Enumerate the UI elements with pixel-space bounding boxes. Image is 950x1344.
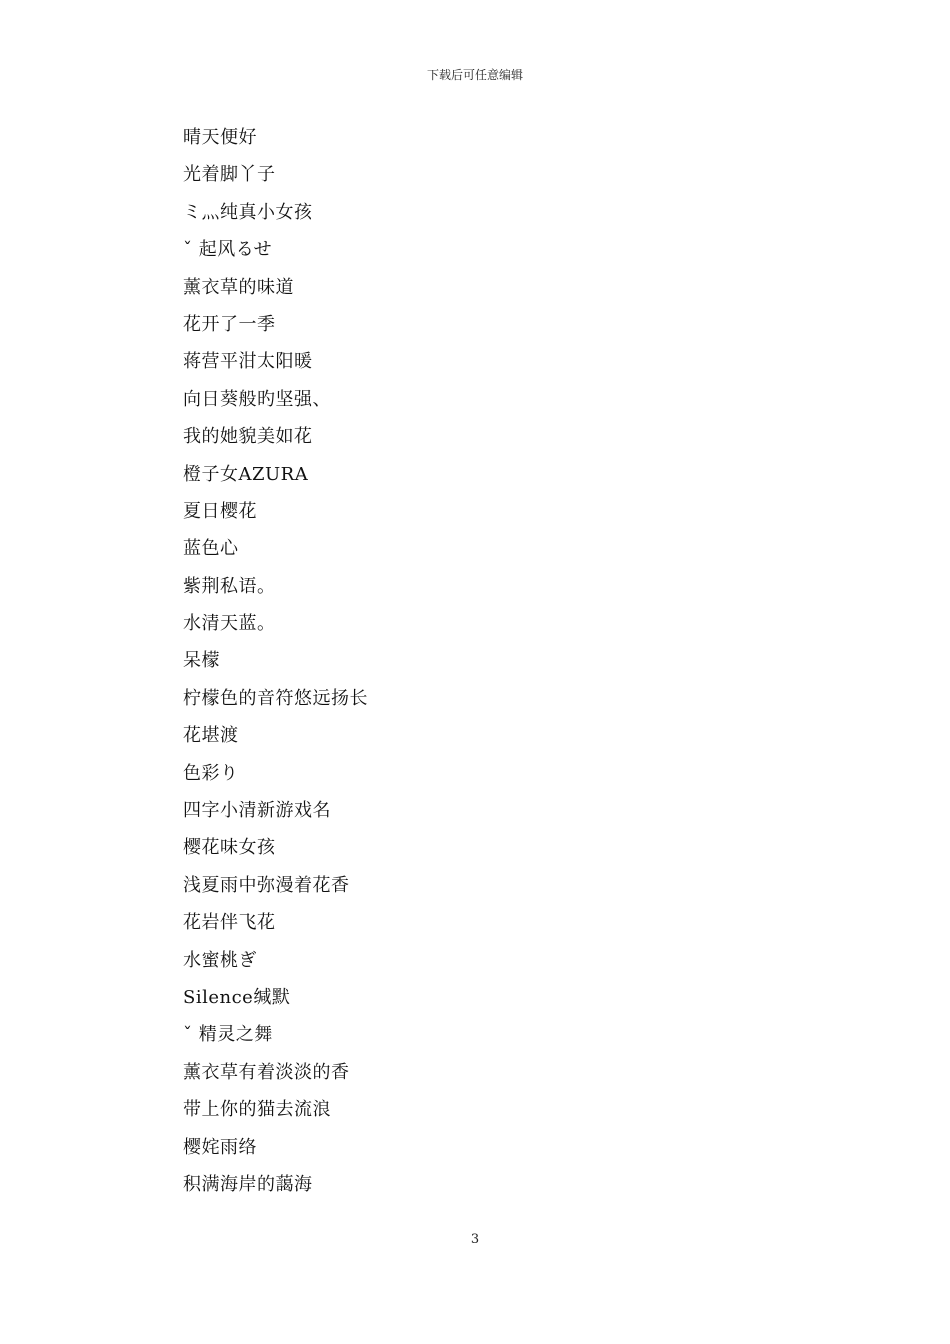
list-item: 光着脚丫子 (183, 164, 276, 186)
list-item: 花岩伴飞花 (183, 912, 276, 934)
list-item: 夏日樱花 (183, 500, 257, 522)
list-item: 樱姹雨络 (183, 1136, 257, 1158)
list-item: 樱花味女孩 (183, 837, 276, 859)
list-item: 薰衣草的味道 (183, 276, 294, 298)
page-number: 3 (470, 1232, 480, 1247)
page-header: 下载后可任意编辑 (426, 68, 523, 82)
list-item: 水清天蓝。 (183, 613, 276, 635)
list-item: 呆檬 (183, 650, 220, 672)
list-item: 薰衣草有着淡淡的香 (183, 1061, 350, 1083)
list-item: 蒋营平泔太阳暖 (183, 351, 313, 373)
list-item: ˇ 起风るせ (183, 239, 273, 261)
list-item: ˇ 精灵之舞 (183, 1024, 273, 1046)
list-item: 柠檬色的音符悠远扬长 (183, 687, 368, 709)
list-item: ミ灬纯真小女孩 (183, 201, 313, 223)
list-item: 水蜜桃ぎ (183, 949, 257, 971)
list-item: 晴天便好 (183, 127, 257, 148)
list-item: 紫荆私语。 (183, 575, 276, 597)
list-item: 我的她貌美如花 (183, 426, 313, 448)
list-item: 橙子女AZURA (183, 463, 309, 485)
list-item: 色彩り (183, 762, 239, 784)
list-item: Silence缄默 (183, 986, 291, 1008)
list-item: 四字小清新游戏名 (183, 800, 331, 822)
list-item: 向日葵般旳坚强、 (183, 388, 331, 410)
list-item: 蓝色心 (183, 538, 239, 560)
list-item: 花堪渡 (183, 725, 239, 747)
name-list (183, 124, 368, 1208)
list-item: 花开了一季 (183, 313, 276, 335)
list-item: 浅夏雨中弥漫着花香 (183, 874, 350, 896)
list-item: 积满海岸的藹海 (183, 1173, 313, 1195)
list-item: 带上你的猫去流浪 (183, 1099, 331, 1121)
